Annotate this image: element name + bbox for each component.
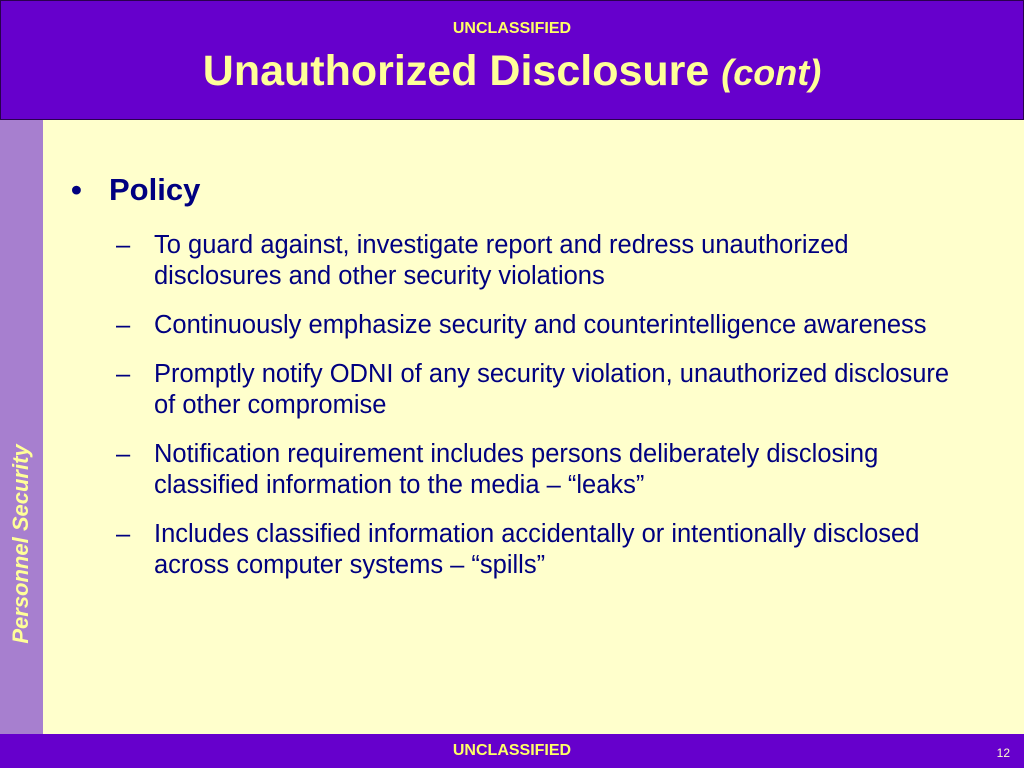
main-bullet-label: Policy — [109, 172, 201, 207]
policy-item — [116, 359, 956, 421]
bullet-dot: • — [71, 172, 82, 207]
footer-classification: UNCLASSIFIED — [452, 742, 572, 759]
dash-marker: – — [116, 231, 131, 259]
policy-item — [116, 519, 956, 581]
dash-marker: – — [116, 440, 131, 468]
dash-marker: – — [116, 520, 131, 548]
side-bar — [0, 120, 43, 734]
policy-item-text: Promptly notify ODNI of any security violation, unauthorized disclosure of other compromise — [154, 360, 950, 419]
policy-item-text: To guard against, investigate report and redress unauthorized disclosures and other security violations — [154, 231, 849, 290]
side-bar-label: Personnel Security — [8, 444, 33, 644]
policy-list — [116, 230, 956, 599]
slide-title-main: Unauthorized Disclosure — [202, 47, 710, 95]
policy-item — [116, 230, 956, 292]
policy-item — [116, 439, 956, 501]
page-number: 12 — [996, 746, 1010, 760]
dash-marker: – — [116, 360, 131, 388]
slide-title — [1, 43, 1023, 101]
header-classification: UNCLASSIFIED — [452, 20, 572, 37]
footer-banner — [0, 734, 1024, 768]
slide-title-suffix: (cont) — [721, 52, 822, 93]
policy-item-text: Continuously emphasize security and counterintelligence awareness — [154, 311, 927, 339]
slide-content — [43, 120, 1024, 734]
policy-item-text: Notification requirement includes persons deliberately disclosing classified information to the media – “leaks” — [154, 440, 879, 499]
main-bullet — [71, 172, 200, 208]
dash-marker: – — [116, 311, 131, 339]
header-banner — [0, 0, 1024, 120]
policy-item-text: Includes classified information accidentally or intentionally disclosed across computer systems – “spills” — [154, 520, 920, 579]
policy-item — [116, 310, 956, 341]
